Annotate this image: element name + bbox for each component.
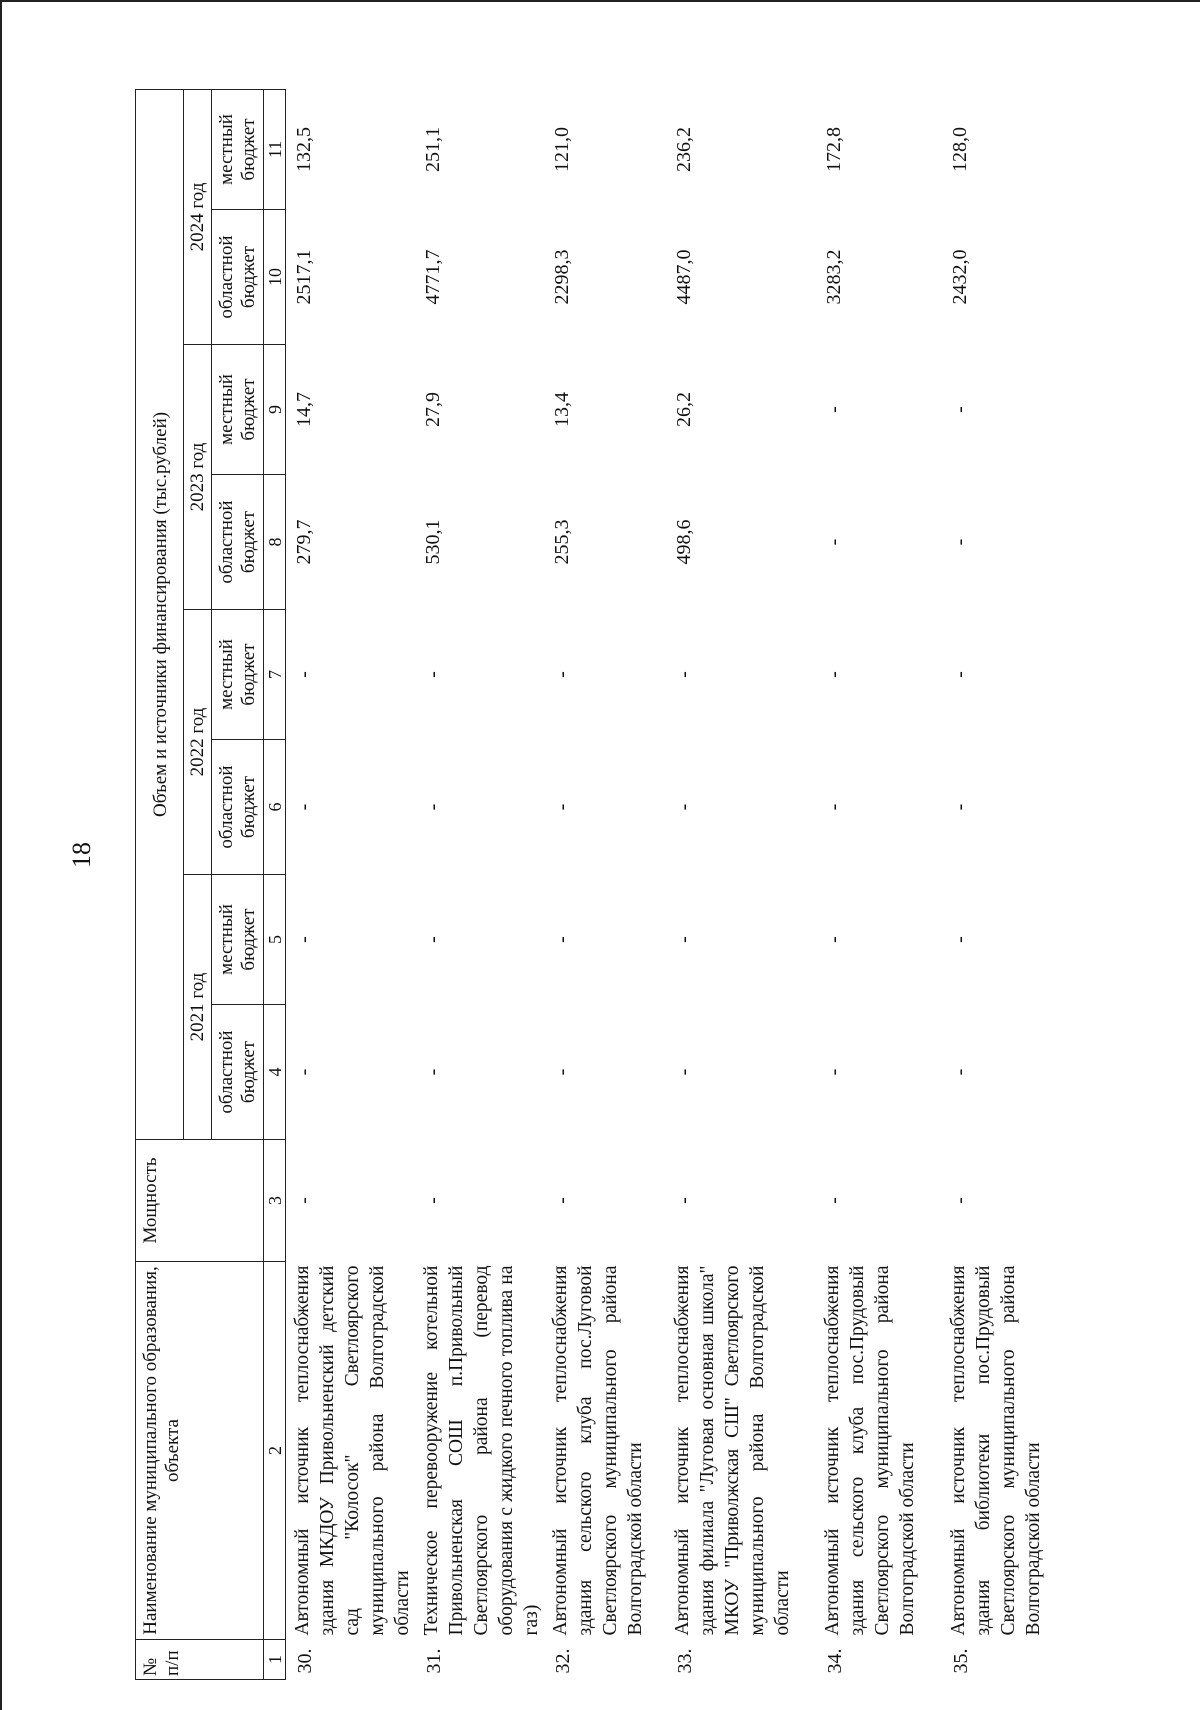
header-regional-2022: областной бюджет [212, 740, 264, 875]
row-number: 31. [423, 1648, 445, 1674]
regional-2023: - [823, 538, 845, 546]
header-funding-text: Объем и источники финансирования (тыс.рублей) [149, 411, 171, 817]
local-2023: 13,4 [551, 392, 573, 427]
local-2021: - [551, 936, 573, 943]
local-2024: 172,8 [823, 126, 845, 172]
table-row [286, 89, 416, 1679]
regional-2024: 3283,2 [823, 249, 845, 305]
local-2023: 27,9 [422, 392, 444, 427]
header-power [136, 1140, 264, 1262]
row-number: 35. [950, 1648, 972, 1674]
header-year-2021: 2021 год [184, 875, 212, 1140]
regional-2022: - [551, 803, 573, 811]
regional-2023: 255,3 [551, 519, 573, 565]
table-row [942, 89, 1062, 1679]
header-local-2023: местный бюджет [212, 345, 264, 475]
row-number: 30. [294, 1648, 316, 1674]
column-number-1: 1 [264, 1640, 286, 1680]
power-value: - [823, 1197, 845, 1204]
local-2022: - [422, 671, 444, 678]
local-2021: - [422, 936, 444, 943]
column-number-9: 9 [264, 345, 286, 475]
local-2023: 26,2 [673, 392, 695, 427]
local-2024: 128,0 [949, 126, 971, 172]
regional-2023: 279,7 [293, 519, 315, 565]
object-name: Автономный источник теплоснабжения здания МКДОУ Привольненский детский сад "Колосок" Светлоярского муниципального района Волгоградской области [292, 1265, 413, 1636]
regional-2021: - [673, 1068, 695, 1076]
power-value: - [551, 1197, 573, 1204]
local-2022: - [293, 671, 315, 678]
regional-2024: 4771,7 [422, 249, 444, 305]
object-name: Автономный источник теплоснабжения здания сельского клуба пос.Луговой Светлоярского муниципального района Волгоградской области [550, 1265, 646, 1636]
table-row [816, 89, 942, 1679]
header-funding [136, 89, 184, 1139]
regional-2022: - [673, 803, 695, 811]
power-value: - [949, 1197, 971, 1204]
regional-2021: - [949, 1068, 971, 1076]
header-regional-2024: областной бюджет [212, 210, 264, 345]
column-number-6: 6 [264, 740, 286, 875]
regional-2024: 2517,1 [293, 249, 315, 305]
regional-2024: 2298,3 [551, 249, 573, 305]
regional-2022: - [422, 803, 444, 811]
local-2024: 121,0 [551, 126, 573, 172]
column-number-2: 2 [264, 1262, 286, 1640]
power-value: - [293, 1197, 315, 1204]
local-2022: - [551, 671, 573, 678]
column-number-7: 7 [264, 610, 286, 740]
regional-2021: - [293, 1068, 315, 1076]
header-year-2022: 2022 год [184, 610, 212, 875]
local-2022: - [949, 671, 971, 678]
page-number: 18 [67, 842, 96, 868]
table-row [666, 89, 816, 1679]
column-number-5: 5 [264, 875, 286, 1005]
header-local-2022: местный бюджет [212, 610, 264, 740]
table-row [544, 89, 666, 1679]
column-number-11: 11 [264, 89, 286, 209]
column-number-10: 10 [264, 210, 286, 345]
object-name: Автономный источник теплоснабжения здания филиала "Луговая основная школа" МКОУ "Приволжская СШ" Светлоярского муниципального района Волгоградской области [672, 1265, 793, 1636]
regional-2022: - [949, 803, 971, 811]
local-2024: 236,2 [673, 126, 695, 172]
local-2021: - [823, 936, 845, 943]
power-value: - [422, 1197, 444, 1204]
header-regional-2021: областной бюджет [212, 1005, 264, 1140]
object-name: Автономный источник теплоснабжения здания сельского клуба пос.Прудовый Светлоярского муниципального района Волгоградской области [822, 1265, 918, 1636]
header-name-text: Наименование муниципального образования, объекта [140, 1266, 183, 1635]
header-power-text: Мощность [140, 1157, 161, 1244]
regional-2023: 498,6 [673, 519, 695, 565]
power-value: - [673, 1197, 695, 1204]
local-2023: 14,7 [293, 392, 315, 427]
local-2021: - [293, 936, 315, 943]
header-name [136, 1262, 264, 1640]
header-num [136, 1640, 264, 1680]
column-number-3: 3 [264, 1140, 286, 1262]
header-local-2021: местный бюджет [212, 875, 264, 1005]
local-2024: 132,5 [293, 126, 315, 172]
local-2022: - [673, 671, 695, 678]
object-name: Автономный источник теплоснабжения здания библиотеки пос.Прудовый Светлоярского муниципального района Волгоградской области [948, 1265, 1044, 1636]
header-year-2023: 2023 год [184, 345, 212, 610]
regional-2021: - [422, 1068, 444, 1076]
column-number-8: 8 [264, 475, 286, 610]
header-regional-2023: областной бюджет [212, 475, 264, 610]
row-number: 32. [552, 1648, 574, 1674]
header-year-2024: 2024 год [184, 89, 212, 344]
column-number-4: 4 [264, 1005, 286, 1140]
local-2024: 251,1 [422, 126, 444, 172]
header-num-text: № п/п [140, 1650, 183, 1676]
local-2023: - [949, 406, 971, 413]
regional-2023: 530,1 [422, 519, 444, 565]
regional-2022: - [823, 803, 845, 811]
regional-2021: - [551, 1068, 573, 1076]
row-number: 34. [824, 1648, 846, 1674]
regional-2021: - [823, 1068, 845, 1076]
regional-2024: 4487,0 [673, 249, 695, 305]
local-2022: - [823, 671, 845, 678]
local-2023: - [823, 406, 845, 413]
regional-2023: - [949, 538, 971, 546]
row-number: 33. [674, 1648, 696, 1674]
local-2021: - [949, 936, 971, 943]
local-2021: - [673, 936, 695, 943]
regional-2024: 2432,0 [949, 249, 971, 305]
object-name: Техническое перевооружение котельной Привольненская СОШ п.Привольный Светлоярского района (перевод оборудования с жидкого печного топлива на газ) [421, 1265, 542, 1636]
rotated-table-container [135, 90, 1200, 1680]
header-local-2024: местный бюджет [212, 89, 264, 209]
regional-2022: - [293, 803, 315, 811]
financing-table [135, 89, 1062, 1680]
table-row [415, 89, 544, 1679]
